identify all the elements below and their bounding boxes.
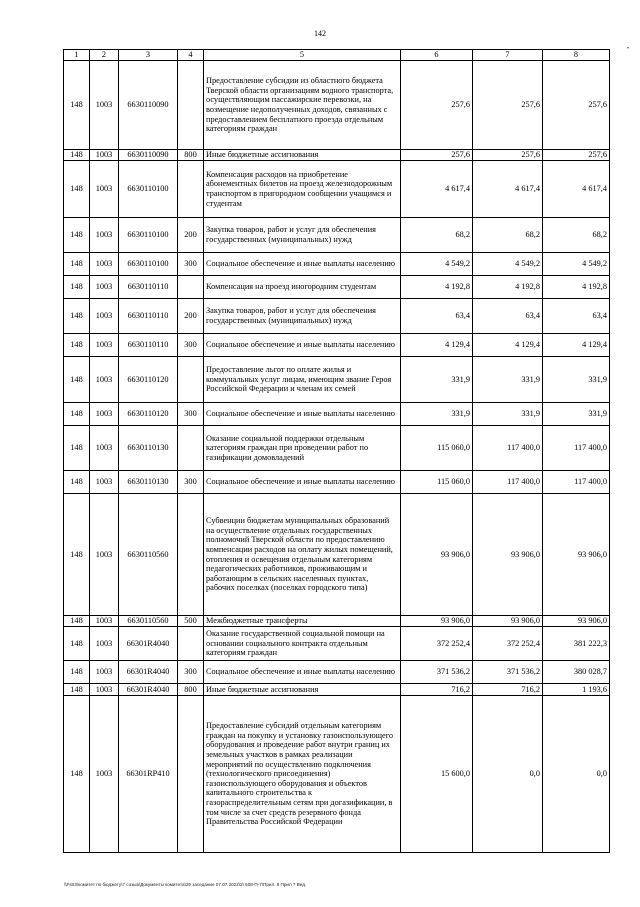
amount-year2-cell: 68,2 xyxy=(473,218,543,253)
description-cell: Иные бюджетные ассигнования xyxy=(204,684,401,696)
table-row xyxy=(64,61,610,150)
amount-year2-cell: 331,9 xyxy=(473,357,543,403)
expense-type-cell xyxy=(178,627,204,661)
amount-year3-cell: 4 617,4 xyxy=(543,161,610,218)
expense-type-cell: 200 xyxy=(178,218,204,253)
amount-year1-cell: 257,6 xyxy=(401,150,473,161)
table-row xyxy=(64,403,610,426)
amount-year2-cell: 331,9 xyxy=(473,403,543,426)
target-article-cell: 6630110100 xyxy=(119,253,178,276)
amount-year3-cell: 331,9 xyxy=(543,403,610,426)
amount-year1-cell: 4 617,4 xyxy=(401,161,473,218)
target-article-cell: 6630110560 xyxy=(119,494,178,616)
description-cell: Предоставление льгот по оплате жилья и коммунальных услуг лицам, имеющим звание Героя Российской Федерации и членам их семей xyxy=(204,357,401,403)
target-article-cell: 6630110100 xyxy=(119,161,178,218)
section-code-cell: 1003 xyxy=(90,276,119,299)
admin-code-cell: 148 xyxy=(64,253,90,276)
table-header-row xyxy=(64,50,610,61)
amount-year3-cell: 380 028,7 xyxy=(543,661,610,684)
target-article-cell: 66301R4040 xyxy=(119,684,178,696)
table-row xyxy=(64,334,610,357)
description-cell: Закупка товаров, работ и услуг для обеспечения государственных (муниципальных) нужд xyxy=(204,218,401,253)
description-cell: Социальное обеспечение и иные выплаты населению xyxy=(204,403,401,426)
expense-type-cell: 300 xyxy=(178,334,204,357)
section-code-cell: 1003 xyxy=(90,403,119,426)
header-cell: 5 xyxy=(204,50,401,61)
section-code-cell: 1003 xyxy=(90,357,119,403)
expense-type-cell xyxy=(178,161,204,218)
admin-code-cell: 148 xyxy=(64,471,90,494)
target-article-cell: 6630110130 xyxy=(119,426,178,471)
amount-year3-cell: 1 193,6 xyxy=(543,684,610,696)
amount-year1-cell: 257,6 xyxy=(401,61,473,150)
expense-type-cell: 300 xyxy=(178,661,204,684)
description-cell: Закупка товаров, работ и услуг для обеспечения государственных (муниципальных) нужд xyxy=(204,299,401,334)
header-cell: 6 xyxy=(401,50,473,61)
expense-type-cell: 200 xyxy=(178,299,204,334)
amount-year1-cell: 716,2 xyxy=(401,684,473,696)
table-body xyxy=(64,61,610,853)
description-cell: Предоставление субсидии из областного бюджета Тверской области организациям водного транспорта, осуществляющим пассажирские перевозки, на возмещение недополученных доходов, связанных с предоставлением бесплатного проезда отдельным категориям граждан xyxy=(204,61,401,150)
table-row xyxy=(64,684,610,696)
target-article-cell: 6630110110 xyxy=(119,334,178,357)
amount-year1-cell: 331,9 xyxy=(401,403,473,426)
table-row xyxy=(64,161,610,218)
table-row xyxy=(64,150,610,161)
amount-year2-cell: 371 536,2 xyxy=(473,661,543,684)
admin-code-cell: 148 xyxy=(64,426,90,471)
admin-code-cell: 148 xyxy=(64,299,90,334)
amount-year1-cell: 63,4 xyxy=(401,299,473,334)
target-article-cell: 6630110560 xyxy=(119,616,178,627)
table-row xyxy=(64,616,610,627)
description-cell: Предоставление субсидий отдельным категориям граждан на покупку и установку газоиспользующего оборудования и проведение работ внутри границ их земельных участков в рамках реализации мероприятий по осуществлению подключения (технологического присоединения) газоиспользующего оборудования и объектов капитального строительства к газораспределительным сетям при догазификации, в том числе за счет средств резервного фонда Правительства Российской Федерации xyxy=(204,696,401,853)
table-row xyxy=(64,696,610,853)
expense-type-cell xyxy=(178,426,204,471)
amount-year2-cell: 4 129,4 xyxy=(473,334,543,357)
expense-type-cell: 300 xyxy=(178,253,204,276)
section-code-cell: 1003 xyxy=(90,61,119,150)
description-cell: Иные бюджетные ассигнования xyxy=(204,150,401,161)
description-cell: Компенсация расходов на приобретение абонементных билетов на проезд железнодорожным транспортом в пригородном сообщении учащимся и студентам xyxy=(204,161,401,218)
expense-type-cell xyxy=(178,357,204,403)
page-number: 142 xyxy=(314,29,326,38)
expense-type-cell: 300 xyxy=(178,403,204,426)
target-article-cell: 6630110100 xyxy=(119,218,178,253)
amount-year1-cell: 372 252,4 xyxy=(401,627,473,661)
section-code-cell: 1003 xyxy=(90,696,119,853)
amount-year3-cell: 331,9 xyxy=(543,357,610,403)
section-code-cell: 1003 xyxy=(90,218,119,253)
section-code-cell: 1003 xyxy=(90,661,119,684)
amount-year3-cell: 117 400,0 xyxy=(543,426,610,471)
amount-year1-cell: 371 536,2 xyxy=(401,661,473,684)
description-cell: Субвенции бюджетам муниципальных образований на осуществление отдельных государственных полномочий Тверской области по предоставлению компенсации расходов на оплату жилых помещений, отопления и освещения отдельным категориям педагогических работников, проживающим и работающим в сельских населенных пунктах, рабочих поселках (поселках городского типа) xyxy=(204,494,401,616)
amount-year2-cell: 372 252,4 xyxy=(473,627,543,661)
amount-year2-cell: 93 906,0 xyxy=(473,494,543,616)
amount-year1-cell: 15 600,0 xyxy=(401,696,473,853)
target-article-cell: 6630110110 xyxy=(119,276,178,299)
section-code-cell: 1003 xyxy=(90,334,119,357)
target-article-cell: 6630110090 xyxy=(119,150,178,161)
section-code-cell: 1003 xyxy=(90,161,119,218)
target-article-cell: 66301RP410 xyxy=(119,696,178,853)
amount-year2-cell: 4 549,2 xyxy=(473,253,543,276)
section-code-cell: 1003 xyxy=(90,471,119,494)
amount-year2-cell: 0,0 xyxy=(473,696,543,853)
admin-code-cell: 148 xyxy=(64,627,90,661)
description-cell: Социальное обеспечение и иные выплаты населению xyxy=(204,253,401,276)
admin-code-cell: 148 xyxy=(64,218,90,253)
table-row xyxy=(64,253,610,276)
target-article-cell: 6630110130 xyxy=(119,471,178,494)
amount-year1-cell: 115 060,0 xyxy=(401,426,473,471)
amount-year1-cell: 115 060,0 xyxy=(401,471,473,494)
admin-code-cell: 148 xyxy=(64,661,90,684)
description-cell: Компенсация на проезд иногородним студентам xyxy=(204,276,401,299)
header-cell: 8 xyxy=(543,50,610,61)
section-code-cell: 1003 xyxy=(90,684,119,696)
section-code-cell: 1003 xyxy=(90,253,119,276)
amount-year3-cell: 0,0 xyxy=(543,696,610,853)
target-article-cell: 6630110120 xyxy=(119,357,178,403)
amount-year2-cell: 93 906,0 xyxy=(473,616,543,627)
amount-year3-cell: 68,2 xyxy=(543,218,610,253)
target-article-cell: 6630110120 xyxy=(119,403,178,426)
table-row xyxy=(64,218,610,253)
amount-year3-cell: 63,4 xyxy=(543,299,610,334)
expense-type-cell xyxy=(178,276,204,299)
amount-year3-cell: 381 222,3 xyxy=(543,627,610,661)
expense-type-cell: 500 xyxy=(178,616,204,627)
admin-code-cell: 148 xyxy=(64,357,90,403)
admin-code-cell: 148 xyxy=(64,61,90,150)
amount-year1-cell: 68,2 xyxy=(401,218,473,253)
file-path-footer: \\Fs03\комитет по бюджету\7 созыв\Документы комитета\29 заседание 07.07.2022\2\ 508-П-7\Прил. 6 Прил 7 Вед. xyxy=(64,882,307,887)
description-cell: Социальное обеспечение и иные выплаты населению xyxy=(204,471,401,494)
admin-code-cell: 148 xyxy=(64,334,90,357)
table-row xyxy=(64,299,610,334)
admin-code-cell: 148 xyxy=(64,150,90,161)
admin-code-cell: 148 xyxy=(64,494,90,616)
amount-year2-cell: 4 617,4 xyxy=(473,161,543,218)
table-row xyxy=(64,627,610,661)
admin-code-cell: 148 xyxy=(64,403,90,426)
expense-type-cell: 800 xyxy=(178,684,204,696)
section-code-cell: 1003 xyxy=(90,426,119,471)
table-row xyxy=(64,494,610,616)
section-code-cell: 1003 xyxy=(90,299,119,334)
table-row xyxy=(64,661,610,684)
amount-year3-cell: 93 906,0 xyxy=(543,616,610,627)
amount-year3-cell: 4 549,2 xyxy=(543,253,610,276)
amount-year3-cell: 4 192,8 xyxy=(543,276,610,299)
header-cell: 1 xyxy=(64,50,90,61)
amount-year2-cell: 117 400,0 xyxy=(473,471,543,494)
section-code-cell: 1003 xyxy=(90,494,119,616)
amount-year1-cell: 331,9 xyxy=(401,357,473,403)
amount-year3-cell: 4 129,4 xyxy=(543,334,610,357)
amount-year2-cell: 257,6 xyxy=(473,61,543,150)
admin-code-cell: 148 xyxy=(64,276,90,299)
expense-type-cell: 300 xyxy=(178,471,204,494)
amount-year1-cell: 4 192,8 xyxy=(401,276,473,299)
expense-type-cell xyxy=(178,696,204,853)
budget-table xyxy=(63,49,610,853)
admin-code-cell: 148 xyxy=(64,161,90,218)
header-cell: 3 xyxy=(119,50,178,61)
amount-year2-cell: 257,6 xyxy=(473,150,543,161)
table-row xyxy=(64,426,610,471)
amount-year2-cell: 117 400,0 xyxy=(473,426,543,471)
amount-year2-cell: 4 192,8 xyxy=(473,276,543,299)
description-cell: Оказание социальной поддержки отдельным категориям граждан при проведении работ по газификации домовладений xyxy=(204,426,401,471)
amount-year3-cell: 93 906,0 xyxy=(543,494,610,616)
amount-year1-cell: 93 906,0 xyxy=(401,616,473,627)
description-cell: Социальное обеспечение и иные выплаты населению xyxy=(204,661,401,684)
admin-code-cell: 148 xyxy=(64,696,90,853)
amount-year3-cell: 257,6 xyxy=(543,61,610,150)
description-cell: Межбюджетные трансферты xyxy=(204,616,401,627)
target-article-cell: 6630110110 xyxy=(119,299,178,334)
amount-year2-cell: 716,2 xyxy=(473,684,543,696)
description-cell: Оказание государственной социальной помощи на основании социального контракта отдельным категориям граждан xyxy=(204,627,401,661)
section-code-cell: 1003 xyxy=(90,616,119,627)
amount-year2-cell: 63,4 xyxy=(473,299,543,334)
expense-type-cell xyxy=(178,61,204,150)
target-article-cell: 66301R4040 xyxy=(119,627,178,661)
amount-year1-cell: 4 129,4 xyxy=(401,334,473,357)
header-cell: 2 xyxy=(90,50,119,61)
target-article-cell: 6630110090 xyxy=(119,61,178,150)
amount-year3-cell: 257,6 xyxy=(543,150,610,161)
description-cell: Социальное обеспечение и иные выплаты населению xyxy=(204,334,401,357)
admin-code-cell: 148 xyxy=(64,616,90,627)
section-code-cell: 1003 xyxy=(90,627,119,661)
table-row xyxy=(64,471,610,494)
amount-year1-cell: 93 906,0 xyxy=(401,494,473,616)
expense-type-cell xyxy=(178,494,204,616)
table-row xyxy=(64,276,610,299)
admin-code-cell: 148 xyxy=(64,684,90,696)
amount-year3-cell: 117 400,0 xyxy=(543,471,610,494)
header-cell: 7 xyxy=(473,50,543,61)
expense-type-cell: 800 xyxy=(178,150,204,161)
header-cell: 4 xyxy=(178,50,204,61)
amount-year1-cell: 4 549,2 xyxy=(401,253,473,276)
table-row xyxy=(64,357,610,403)
target-article-cell: 66301R4040 xyxy=(119,661,178,684)
section-code-cell: 1003 xyxy=(90,150,119,161)
